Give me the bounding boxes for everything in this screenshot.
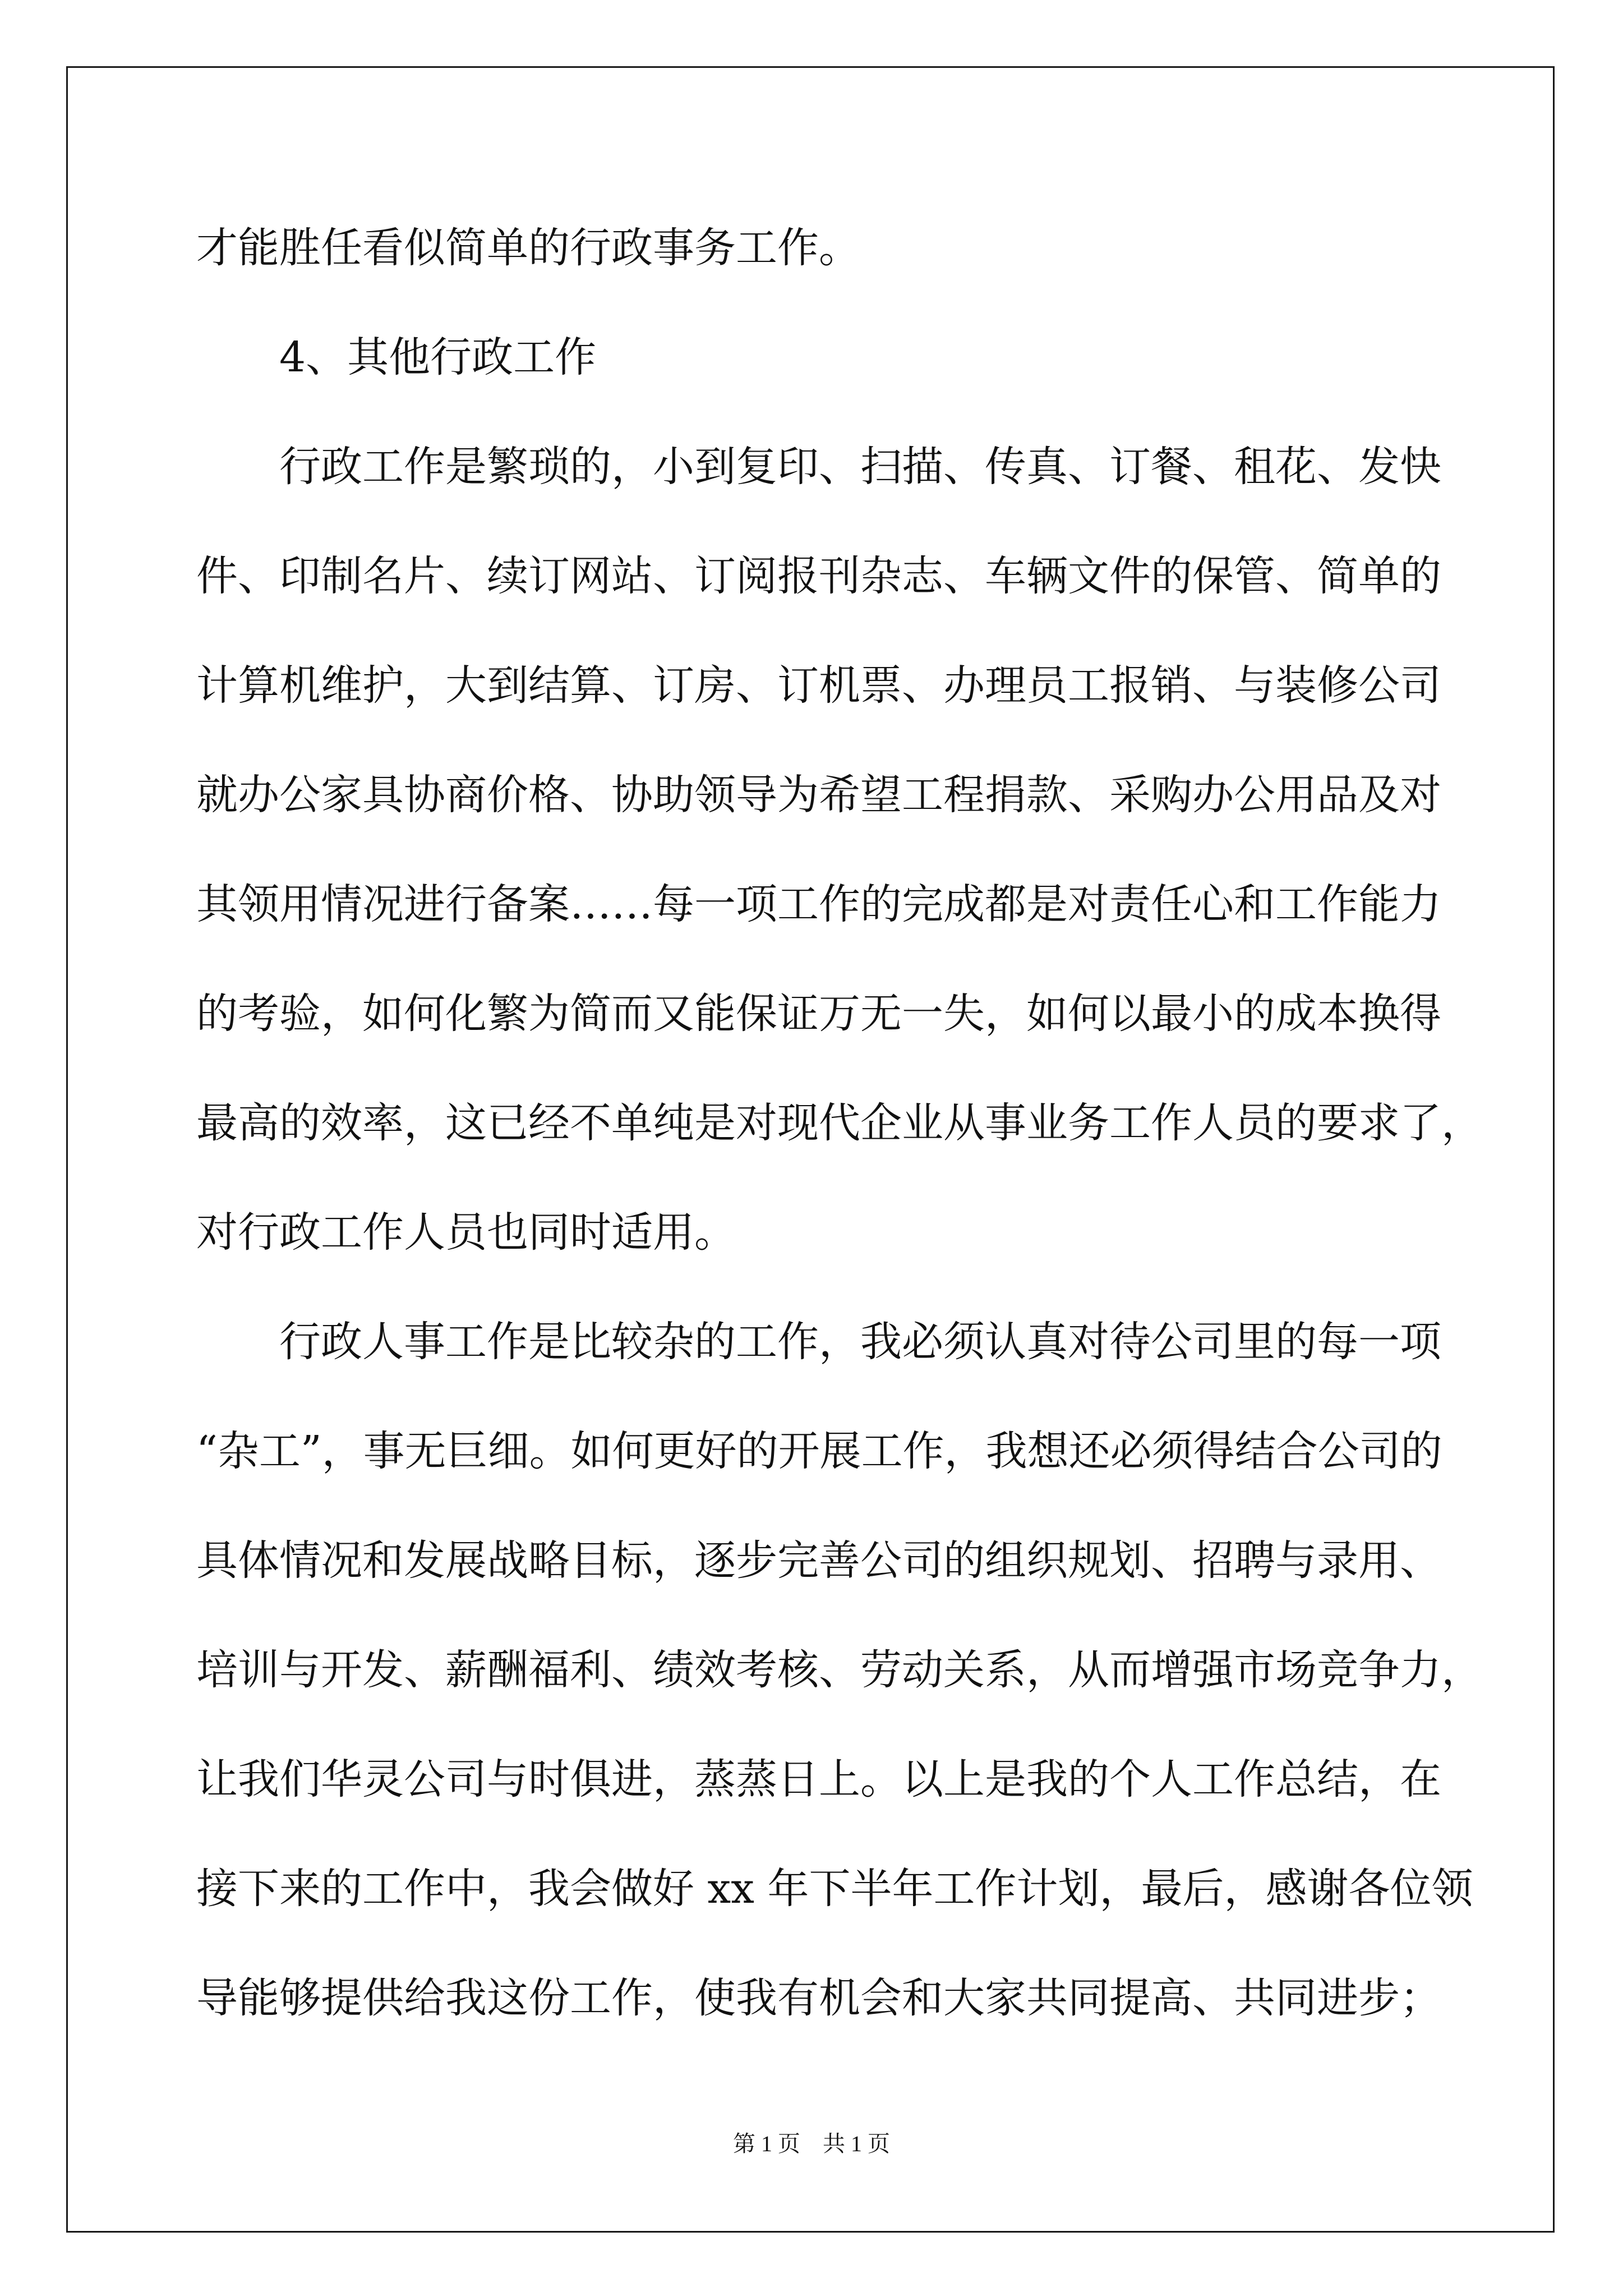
section-heading	[196, 303, 1453, 412]
text-line: 行政工作是繁琐的，小到复印、扫描、传真、订餐、租花、发快	[279, 443, 1441, 491]
paragraph-continuation	[196, 522, 1483, 1287]
text-line: 最高的效率，这已经不单纯是对现代企业从事业务工作人员的要求了，	[196, 1099, 1483, 1147]
paragraph	[196, 1287, 1453, 1397]
text-line: 培训与开发、薪酬福利、绩效考核、劳动关系，从而增强市场竞争力，	[196, 1646, 1483, 1694]
paragraph	[196, 194, 1453, 303]
text-line: 就办公家具协商价格、协助领导为希望工程捐款、采购办公用品及对	[196, 771, 1441, 819]
paragraph-continuation	[196, 1397, 1483, 2053]
text-line: 件、印制名片、续订网站、订阅报刊杂志、车辆文件的保管、简单的	[196, 552, 1441, 600]
text-line: 的考验，如何化繁为简而又能保证万无一失，如何以最小的成本换得	[196, 990, 1441, 1038]
text-line: 其领用情况进行备案……每一项工作的完成都是对责任心和工作能力	[196, 880, 1441, 928]
text-line: 行政人事工作是比较杂的工作，我必须认真对待公司里的每一项	[279, 1318, 1441, 1366]
page-footer: 第 1 页 共 1 页	[733, 2131, 890, 2156]
text-line: 计算机维护，大到结算、订房、订机票、办理员工报销、与装修公司	[196, 661, 1441, 710]
text-line: 才能胜任看似简单的行政事务工作。	[196, 224, 860, 272]
text-line: 对行政工作人员也同时适用。	[196, 1208, 736, 1257]
text-line: 4、其他行政工作	[279, 333, 597, 381]
text-line: 导能够提供给我这份工作，使我有机会和大家共同提高、共同进步；	[196, 1974, 1441, 2022]
text-line: “杂工”，事无巨细。如何更好的开展工作，我想还必须得结合公司的	[196, 1427, 1442, 1475]
text-line: 让我们华灵公司与时俱进，蒸蒸日上。以上是我的个人工作总结，在	[196, 1755, 1441, 1803]
document-body	[196, 194, 1483, 2053]
text-line: 接下来的工作中，我会做好 xx 年下半年工作计划，最后，感谢各位领	[196, 1865, 1473, 1913]
text-line: 具体情况和发展战略目标，逐步完善公司的组织规划、招聘与录用、	[196, 1536, 1441, 1585]
paragraph	[196, 412, 1453, 522]
